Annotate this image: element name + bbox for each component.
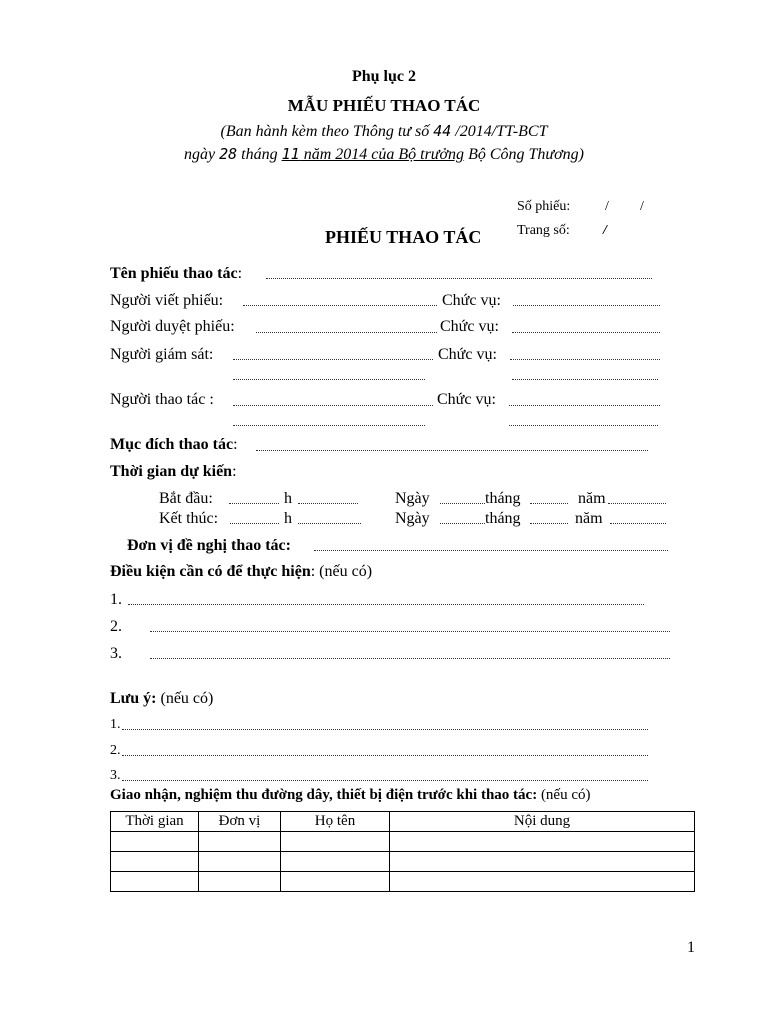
circular-number: 44	[433, 122, 452, 140]
requesting-unit-field[interactable]	[314, 550, 668, 551]
table-cell[interactable]	[111, 872, 199, 892]
date-line	[0, 145, 768, 164]
notes-note: (nếu có)	[156, 690, 214, 707]
date-ngay: ngày	[184, 146, 220, 163]
writer-position-label: Chức vụ:	[442, 292, 501, 309]
supervisor-label: Người giám sát:	[110, 346, 214, 363]
conditions-note: : (nếu có)	[310, 563, 373, 580]
start-minute-field[interactable]	[298, 503, 358, 504]
end-hour-field[interactable]	[230, 523, 279, 524]
date-thang: tháng	[237, 146, 282, 163]
table-row	[111, 872, 695, 892]
supervisor-position-label: Chức vụ:	[438, 346, 497, 363]
table-cell[interactable]	[199, 852, 281, 872]
purpose-colon: :	[233, 436, 238, 453]
table-cell[interactable]	[111, 832, 199, 852]
operator-position-field-2[interactable]	[509, 425, 658, 426]
operator-field[interactable]	[233, 405, 433, 406]
date-year-text: năm 2014 của Bộ trưởng	[299, 146, 465, 163]
note-number-1: 1.	[110, 717, 121, 732]
conditions-label: Điều kiện cần có để thực hiện	[110, 563, 311, 580]
start-label: Bắt đầu:	[159, 490, 213, 507]
table-cell[interactable]	[199, 832, 281, 852]
table-header-row	[111, 812, 695, 832]
start-month-field[interactable]	[530, 503, 568, 504]
purpose-row	[110, 436, 238, 454]
writer-field[interactable]	[243, 305, 437, 306]
planned-time-label: Thời gian dự kiến	[110, 463, 233, 480]
operator-label: Người thao tác :	[110, 391, 214, 408]
writer-label: Người viết phiếu:	[110, 292, 224, 309]
condition-field-1[interactable]	[128, 604, 644, 605]
approver-label: Người duyệt phiếu:	[110, 318, 235, 335]
handover-heading	[110, 787, 591, 804]
note-field-1[interactable]	[122, 729, 648, 730]
end-year-field[interactable]	[610, 523, 666, 524]
note-field-2[interactable]	[122, 755, 648, 756]
supervisor-position-field-2[interactable]	[512, 379, 658, 380]
table-cell[interactable]	[390, 852, 695, 872]
operator-position-label: Chức vụ:	[437, 391, 496, 408]
date-month: 11	[281, 145, 300, 163]
start-day-field[interactable]	[440, 503, 485, 504]
end-minute-field[interactable]	[298, 523, 361, 524]
planned-time-colon: :	[232, 463, 237, 480]
condition-number-1: 1.	[110, 591, 122, 608]
table-cell[interactable]	[390, 832, 695, 852]
end-year-label: năm	[575, 510, 603, 527]
issued-prefix: (Ban hành kèm theo Thông tư số	[220, 123, 434, 140]
note-field-3[interactable]	[122, 780, 648, 781]
end-day-field[interactable]	[440, 523, 485, 524]
table-cell[interactable]	[111, 852, 199, 872]
supervisor-position-field[interactable]	[510, 359, 660, 360]
writer-position-field[interactable]	[513, 305, 660, 306]
slip-number-sep-2: /	[640, 199, 644, 214]
slip-title: PHIẾU THAO TÁC	[325, 227, 482, 247]
requesting-unit-label: Đơn vị đề nghị thao tác:	[127, 537, 291, 554]
ministry-name: Bộ Công Thương)	[464, 146, 584, 163]
op-name-colon: :	[237, 265, 243, 282]
handover-label: Giao nhận, nghiệm thu đường dây, thiết bị điện trước khi thao tác:	[110, 787, 538, 803]
table-cell[interactable]	[390, 872, 695, 892]
column-header-time: Thời gian	[111, 812, 199, 832]
condition-field-3[interactable]	[150, 658, 670, 659]
slip-number-label: Số phiếu:	[517, 199, 571, 214]
end-day-label: Ngày	[395, 510, 430, 527]
start-year-field[interactable]	[608, 503, 666, 504]
table-cell[interactable]	[281, 832, 390, 852]
note-number-3: 3.	[110, 768, 121, 783]
approver-position-field[interactable]	[512, 332, 660, 333]
table-cell[interactable]	[199, 872, 281, 892]
operator-position-field[interactable]	[509, 405, 660, 406]
purpose-field[interactable]	[256, 450, 648, 451]
page-number: 1	[687, 939, 695, 956]
table-cell[interactable]	[281, 872, 390, 892]
column-header-unit: Đơn vị	[199, 812, 281, 832]
supervisor-field-2[interactable]	[233, 379, 425, 380]
appendix-label: Phụ lục 2	[351, 68, 416, 85]
end-label: Kết thúc:	[159, 510, 219, 527]
condition-number-2: 2.	[110, 618, 122, 635]
table-cell[interactable]	[281, 852, 390, 872]
issued-line	[0, 122, 768, 141]
issued-suffix: /2014/TT-BCT	[451, 123, 548, 140]
start-hour-field[interactable]	[229, 503, 279, 504]
note-number-2: 2.	[110, 743, 121, 758]
table-row	[111, 832, 695, 852]
conditions-heading	[110, 563, 372, 581]
condition-field-2[interactable]	[150, 631, 670, 632]
page-number-sep: /	[603, 223, 607, 238]
op-name-row	[110, 265, 242, 283]
approver-position-label: Chức vụ:	[440, 318, 499, 335]
column-header-name: Họ tên	[281, 812, 390, 832]
purpose-label: Mục đích thao tác	[110, 436, 234, 453]
op-name-label: Tên phiếu thao tác	[110, 265, 238, 282]
handover-table	[110, 811, 695, 892]
operator-field-2[interactable]	[233, 425, 425, 426]
column-header-content: Nội dung	[390, 812, 695, 832]
start-day-label: Ngày	[395, 490, 430, 507]
end-month-field[interactable]	[530, 523, 568, 524]
end-month-label: tháng	[485, 510, 521, 527]
form-title: MẪU PHIẾU THAO TÁC	[287, 96, 481, 115]
start-month-label: tháng	[485, 490, 521, 507]
start-year-label: năm	[578, 490, 606, 507]
handover-note: (nếu có)	[537, 787, 591, 803]
op-name-field[interactable]	[266, 278, 652, 279]
condition-number-3: 3.	[110, 645, 122, 662]
notes-heading	[110, 690, 213, 708]
notes-label: Lưu ý:	[110, 690, 157, 707]
table-row	[111, 852, 695, 872]
start-hour-label: h	[284, 490, 292, 507]
date-day: 28	[219, 145, 238, 163]
approver-field[interactable]	[256, 332, 437, 333]
page-number-label: Trang số:	[517, 223, 570, 238]
supervisor-field[interactable]	[233, 359, 433, 360]
end-hour-label: h	[284, 510, 292, 527]
planned-time-row	[110, 463, 237, 481]
slip-number-sep-1: /	[605, 199, 609, 214]
